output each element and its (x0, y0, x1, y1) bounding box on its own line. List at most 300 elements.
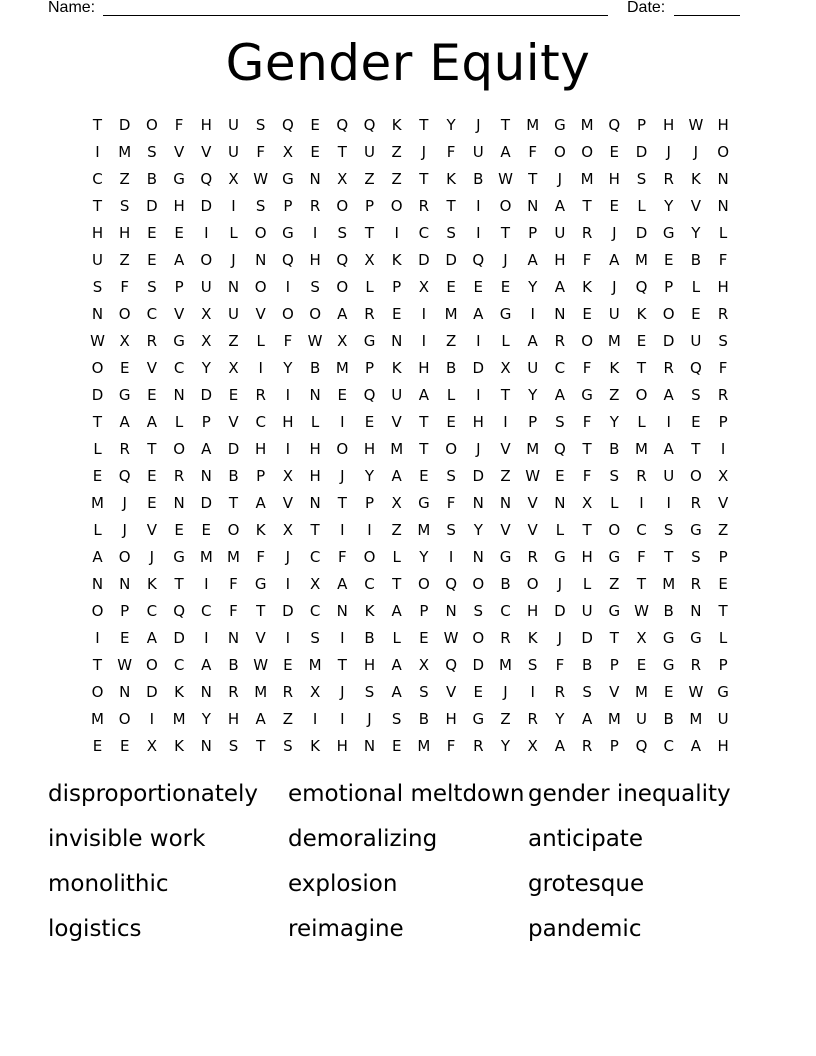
grid-letter[interactable]: X (146, 737, 158, 755)
grid-letter[interactable]: S (337, 224, 348, 242)
grid-letter[interactable]: P (609, 737, 619, 755)
grid-letter[interactable]: K (527, 629, 538, 647)
grid-letter[interactable]: I (476, 224, 481, 242)
grid-letter[interactable]: N (472, 494, 484, 512)
grid-letter[interactable]: X (282, 467, 294, 485)
grid-letter[interactable]: G (662, 656, 675, 674)
grid-letter[interactable]: R (690, 494, 702, 512)
grid-letter[interactable]: T (92, 116, 103, 134)
grid-letter[interactable]: I (285, 629, 291, 647)
grid-letter[interactable]: O (581, 143, 593, 161)
grid-letter[interactable]: Z (364, 170, 375, 188)
grid-letter[interactable]: Z (228, 332, 239, 350)
grid-letter[interactable]: T (92, 656, 103, 674)
grid-letter[interactable]: S (527, 656, 538, 674)
grid-letter[interactable]: F (528, 143, 537, 161)
grid-letter[interactable]: A (554, 737, 566, 755)
grid-letter[interactable]: H (91, 224, 104, 242)
grid-letter[interactable]: T (392, 575, 402, 593)
grid-letter[interactable]: B (663, 710, 674, 728)
grid-letter[interactable]: D (200, 494, 213, 512)
grid-letter[interactable]: P (718, 413, 728, 431)
grid-letter[interactable]: T (636, 359, 647, 377)
grid-letter[interactable]: X (201, 332, 212, 350)
grid-letter[interactable]: I (95, 629, 100, 647)
grid-letter[interactable]: F (582, 467, 592, 485)
grid-letter[interactable]: S (691, 386, 701, 404)
grid-letter[interactable]: N (227, 629, 240, 647)
grid-letter[interactable]: V (391, 413, 402, 431)
grid-letter[interactable]: B (364, 629, 375, 647)
grid-letter[interactable]: U (364, 143, 375, 161)
grid-letter[interactable]: E (310, 116, 320, 134)
grid-letter[interactable]: H (309, 251, 321, 269)
grid-letter[interactable]: I (340, 521, 345, 539)
grid-letter[interactable]: A (527, 251, 538, 269)
grid-letter[interactable]: U (581, 602, 593, 620)
grid-letter[interactable]: G (554, 548, 566, 566)
grid-letter[interactable]: V (173, 143, 185, 161)
grid-letter[interactable]: N (200, 467, 212, 485)
grid-letter[interactable]: Q (281, 116, 294, 134)
grid-letter[interactable]: L (446, 386, 456, 404)
grid-letter[interactable]: S (92, 278, 103, 296)
grid-letter[interactable]: H (472, 413, 484, 431)
grid-letter[interactable]: E (391, 737, 402, 755)
grid-letter[interactable]: L (229, 224, 238, 242)
grid-letter[interactable]: P (364, 197, 375, 215)
grid-letter[interactable]: Y (500, 737, 511, 755)
grid-letter[interactable]: X (636, 629, 647, 647)
grid-letter[interactable]: X (418, 278, 430, 296)
grid-letter[interactable]: S (119, 197, 130, 215)
grid-letter[interactable]: O (254, 224, 267, 242)
grid-letter[interactable]: G (690, 521, 702, 539)
grid-letter[interactable]: N (527, 197, 539, 215)
grid-letter[interactable]: T (228, 494, 239, 512)
grid-letter[interactable]: R (418, 197, 430, 215)
grid-letter[interactable]: X (282, 143, 294, 161)
grid-letter[interactable]: O (472, 575, 485, 593)
grid-letter[interactable]: Y (419, 548, 429, 566)
grid-letter[interactable]: E (147, 224, 157, 242)
grid-letter[interactable]: A (119, 413, 130, 431)
grid-letter[interactable]: T (174, 575, 184, 593)
grid-letter[interactable]: H (255, 440, 267, 458)
grid-letter[interactable]: T (718, 602, 728, 620)
grid-letter[interactable]: C (554, 359, 566, 377)
grid-letter[interactable]: W (253, 170, 269, 188)
grid-letter[interactable]: B (228, 467, 239, 485)
grid-letter[interactable]: S (391, 710, 402, 728)
grid-letter[interactable]: T (636, 575, 647, 593)
grid-letter[interactable]: E (663, 251, 674, 269)
grid-letter[interactable]: M (227, 548, 240, 566)
grid-letter[interactable]: L (637, 413, 646, 431)
grid-letter[interactable]: W (117, 656, 133, 674)
grid-letter[interactable]: E (500, 278, 511, 296)
grid-letter[interactable]: Q (553, 440, 566, 458)
grid-letter[interactable]: T (256, 737, 266, 755)
grid-letter[interactable]: D (445, 251, 457, 269)
grid-letter[interactable]: B (690, 251, 702, 269)
grid-letter[interactable]: O (227, 521, 240, 539)
grid-letter[interactable]: I (204, 224, 209, 242)
grid-letter[interactable]: I (149, 710, 155, 728)
grid-letter[interactable]: H (173, 197, 185, 215)
grid-letter[interactable]: Q (118, 467, 131, 485)
grid-letter[interactable]: R (473, 737, 484, 755)
grid-letter[interactable]: I (340, 710, 345, 728)
grid-letter[interactable]: H (717, 278, 729, 296)
grid-letter[interactable]: D (662, 332, 675, 350)
grid-letter[interactable]: D (472, 656, 485, 674)
grid-letter[interactable]: M (91, 710, 104, 728)
grid-letter[interactable]: P (664, 278, 674, 296)
grid-letter[interactable]: T (147, 440, 157, 458)
grid-letter[interactable]: M (499, 656, 512, 674)
grid-letter[interactable]: P (392, 278, 402, 296)
grid-letter[interactable]: H (309, 440, 321, 458)
grid-letter[interactable]: M (689, 710, 703, 728)
grid-letter[interactable]: G (472, 710, 485, 728)
grid-letter[interactable]: X (364, 251, 375, 269)
grid-letter[interactable]: G (499, 305, 512, 323)
grid-letter[interactable]: I (285, 575, 291, 593)
grid-letter[interactable]: N (717, 197, 729, 215)
grid-letter[interactable]: O (363, 548, 376, 566)
grid-letter[interactable]: O (118, 710, 131, 728)
grid-letter[interactable]: T (582, 197, 592, 215)
grid-letter[interactable]: G (418, 494, 430, 512)
grid-letter[interactable]: D (635, 143, 648, 161)
grid-letter[interactable]: E (119, 737, 130, 755)
grid-letter[interactable]: O (145, 116, 158, 134)
grid-letter[interactable]: W (498, 170, 513, 188)
grid-letter[interactable]: T (500, 116, 511, 134)
grid-letter[interactable]: R (554, 683, 566, 701)
grid-letter[interactable]: V (717, 494, 729, 512)
grid-letter[interactable]: L (637, 197, 646, 215)
grid-letter[interactable]: Q (635, 278, 648, 296)
grid-letter[interactable]: U (608, 305, 620, 323)
grid-letter[interactable]: K (690, 170, 701, 188)
grid-letter[interactable]: S (609, 467, 620, 485)
grid-letter[interactable]: I (285, 386, 291, 404)
grid-letter[interactable]: A (500, 143, 511, 161)
grid-letter[interactable]: O (689, 467, 702, 485)
grid-letter[interactable]: R (663, 170, 674, 188)
grid-letter[interactable]: E (364, 413, 375, 431)
grid-letter[interactable]: F (229, 602, 238, 620)
grid-letter[interactable]: D (227, 440, 240, 458)
grid-letter[interactable]: M (91, 494, 104, 512)
grid-letter[interactable]: A (473, 305, 484, 323)
grid-letter[interactable]: P (364, 494, 375, 512)
grid-letter[interactable]: O (581, 332, 593, 350)
grid-letter[interactable]: X (581, 494, 593, 512)
grid-letter[interactable]: A (527, 332, 538, 350)
grid-letter[interactable]: S (663, 521, 674, 539)
grid-letter[interactable]: R (717, 386, 729, 404)
grid-letter[interactable]: R (581, 737, 593, 755)
grid-letter[interactable]: L (501, 332, 510, 350)
grid-letter[interactable]: V (146, 521, 158, 539)
grid-letter[interactable]: Y (201, 710, 211, 728)
grid-letter[interactable]: R (663, 359, 674, 377)
grid-letter[interactable]: G (662, 224, 675, 242)
grid-letter[interactable]: O (336, 278, 349, 296)
grid-letter[interactable]: J (557, 629, 563, 647)
name-blank-line[interactable] (103, 15, 608, 16)
grid-letter[interactable]: A (690, 737, 702, 755)
grid-letter[interactable]: E (691, 305, 701, 323)
grid-letter[interactable]: S (310, 629, 320, 647)
grid-letter[interactable]: E (609, 197, 620, 215)
grid-letter[interactable]: Y (364, 467, 375, 485)
grid-letter[interactable]: R (146, 332, 158, 350)
grid-letter[interactable]: Z (391, 521, 402, 539)
grid-letter[interactable]: U (228, 143, 239, 161)
grid-letter[interactable]: T (419, 116, 429, 134)
grid-letter[interactable]: K (255, 521, 266, 539)
grid-letter[interactable]: A (554, 386, 566, 404)
grid-letter[interactable]: X (201, 305, 212, 323)
grid-letter[interactable]: S (419, 683, 429, 701)
grid-letter[interactable]: S (147, 278, 157, 296)
grid-letter[interactable]: C (636, 521, 647, 539)
grid-letter[interactable]: M (335, 359, 349, 377)
grid-letter[interactable]: F (174, 116, 184, 134)
grid-letter[interactable]: A (337, 305, 348, 323)
grid-letter[interactable]: O (309, 305, 321, 323)
grid-letter[interactable]: L (256, 332, 265, 350)
grid-letter[interactable]: H (717, 116, 729, 134)
grid-letter[interactable]: F (582, 413, 592, 431)
grid-letter[interactable]: T (664, 548, 674, 566)
grid-letter[interactable]: Z (119, 170, 130, 188)
grid-letter[interactable]: D (472, 359, 485, 377)
grid-letter[interactable]: T (528, 170, 538, 188)
grid-letter[interactable]: Q (363, 116, 376, 134)
grid-letter[interactable]: D (200, 197, 213, 215)
grid-letter[interactable]: I (312, 224, 318, 242)
grid-letter[interactable]: G (662, 629, 675, 647)
grid-letter[interactable]: Y (528, 278, 538, 296)
grid-letter[interactable]: H (363, 440, 376, 458)
grid-letter[interactable]: F (120, 278, 129, 296)
grid-letter[interactable]: A (554, 278, 566, 296)
grid-letter[interactable]: W (307, 332, 323, 350)
grid-letter[interactable]: N (336, 602, 348, 620)
grid-letter[interactable]: P (718, 656, 728, 674)
grid-letter[interactable]: O (200, 251, 213, 269)
grid-letter[interactable]: N (690, 602, 702, 620)
grid-letter[interactable]: S (147, 143, 157, 161)
grid-letter[interactable]: B (581, 656, 593, 674)
grid-letter[interactable]: E (174, 224, 184, 242)
grid-letter[interactable]: S (636, 170, 647, 188)
grid-letter[interactable]: Q (336, 251, 349, 269)
grid-letter[interactable]: V (500, 521, 511, 539)
grid-letter[interactable]: A (418, 386, 430, 404)
grid-letter[interactable]: C (201, 602, 212, 620)
grid-letter[interactable]: K (174, 737, 185, 755)
grid-letter[interactable]: I (476, 197, 481, 215)
grid-letter[interactable]: O (390, 197, 403, 215)
grid-letter[interactable]: Q (281, 251, 294, 269)
grid-letter[interactable]: C (92, 170, 103, 188)
grid-letter[interactable]: U (690, 332, 702, 350)
grid-letter[interactable]: D (472, 467, 485, 485)
grid-letter[interactable]: Q (608, 116, 621, 134)
grid-letter[interactable]: A (201, 440, 212, 458)
grid-letter[interactable]: E (147, 251, 157, 269)
grid-letter[interactable]: T (337, 494, 347, 512)
grid-letter[interactable]: U (228, 305, 239, 323)
grid-letter[interactable]: R (364, 305, 375, 323)
grid-letter[interactable]: Y (609, 413, 619, 431)
grid-letter[interactable]: D (146, 683, 158, 701)
grid-letter[interactable]: E (636, 656, 647, 674)
grid-letter[interactable]: P (528, 413, 538, 431)
grid-letter[interactable]: J (693, 143, 699, 161)
grid-letter[interactable]: F (446, 737, 456, 755)
grid-letter[interactable]: K (391, 116, 402, 134)
grid-letter[interactable]: E (147, 386, 157, 404)
grid-letter[interactable]: B (500, 575, 511, 593)
grid-letter[interactable]: T (256, 602, 266, 620)
grid-letter[interactable]: D (173, 629, 185, 647)
grid-letter[interactable]: A (554, 197, 566, 215)
grid-letter[interactable]: F (637, 548, 646, 566)
grid-letter[interactable]: D (146, 197, 158, 215)
grid-letter[interactable]: Y (664, 197, 674, 215)
date-blank-line[interactable] (674, 15, 740, 16)
grid-letter[interactable]: E (92, 737, 103, 755)
grid-letter[interactable]: E (92, 467, 103, 485)
grid-letter[interactable]: X (228, 359, 239, 377)
grid-letter[interactable]: U (554, 224, 566, 242)
grid-letter[interactable]: N (173, 386, 185, 404)
grid-letter[interactable]: T (92, 197, 103, 215)
grid-letter[interactable]: J (285, 548, 291, 566)
grid-letter[interactable]: Q (445, 575, 457, 593)
grid-letter[interactable]: X (500, 359, 511, 377)
grid-letter[interactable]: O (472, 629, 485, 647)
grid-letter[interactable]: L (392, 629, 401, 647)
grid-letter[interactable]: X (418, 656, 430, 674)
grid-letter[interactable]: M (390, 440, 404, 458)
grid-letter[interactable]: I (204, 629, 209, 647)
grid-letter[interactable]: D (282, 602, 294, 620)
grid-letter[interactable]: C (173, 656, 185, 674)
grid-letter[interactable]: C (663, 737, 674, 755)
grid-letter[interactable]: N (119, 575, 131, 593)
grid-letter[interactable]: I (476, 386, 481, 404)
grid-letter[interactable]: C (309, 548, 321, 566)
grid-letter[interactable]: I (530, 683, 535, 701)
grid-letter[interactable]: U (200, 278, 212, 296)
grid-letter[interactable]: R (119, 440, 130, 458)
grid-letter[interactable]: U (527, 359, 539, 377)
grid-letter[interactable]: L (365, 278, 374, 296)
grid-letter[interactable]: P (636, 116, 647, 134)
grid-letter[interactable]: T (609, 629, 619, 647)
grid-letter[interactable]: G (118, 386, 131, 404)
grid-letter[interactable]: A (609, 251, 620, 269)
grid-letter[interactable]: N (309, 386, 321, 404)
grid-letter[interactable]: S (446, 521, 456, 539)
grid-letter[interactable]: I (666, 494, 671, 512)
grid-letter[interactable]: D (118, 116, 131, 134)
grid-letter[interactable]: T (310, 521, 320, 539)
grid-letter[interactable]: J (557, 575, 563, 593)
grid-letter[interactable]: O (336, 197, 349, 215)
grid-letter[interactable]: Z (500, 467, 511, 485)
grid-letter[interactable]: J (476, 116, 481, 134)
grid-letter[interactable]: J (557, 170, 563, 188)
grid-letter[interactable]: R (690, 656, 702, 674)
grid-letter[interactable]: A (146, 413, 158, 431)
grid-letter[interactable]: E (419, 629, 429, 647)
grid-letter[interactable]: L (310, 413, 320, 431)
grid-letter[interactable]: C (173, 359, 185, 377)
grid-letter[interactable]: E (555, 467, 565, 485)
grid-letter[interactable]: O (118, 548, 131, 566)
grid-letter[interactable]: N (309, 494, 321, 512)
grid-letter[interactable]: N (227, 278, 240, 296)
grid-letter[interactable]: Q (635, 737, 648, 755)
grid-letter[interactable]: S (255, 197, 266, 215)
grid-letter[interactable]: B (473, 170, 484, 188)
grid-letter[interactable]: P (528, 224, 538, 242)
grid-letter[interactable]: Z (391, 170, 402, 188)
grid-letter[interactable]: L (610, 494, 619, 512)
grid-letter[interactable]: V (527, 521, 538, 539)
grid-letter[interactable]: E (473, 683, 484, 701)
grid-letter[interactable]: H (418, 359, 430, 377)
grid-letter[interactable]: G (254, 575, 267, 593)
grid-letter[interactable]: C (309, 602, 321, 620)
grid-letter[interactable]: E (609, 143, 620, 161)
grid-letter[interactable]: Y (283, 359, 293, 377)
grid-letter[interactable]: H (200, 116, 212, 134)
grid-letter[interactable]: I (367, 521, 372, 539)
grid-letter[interactable]: A (663, 440, 674, 458)
grid-letter[interactable]: S (473, 602, 484, 620)
grid-letter[interactable]: N (717, 170, 729, 188)
grid-letter[interactable]: H (363, 656, 376, 674)
grid-letter[interactable]: K (364, 602, 375, 620)
grid-letter[interactable]: X (119, 332, 130, 350)
grid-letter[interactable]: N (255, 251, 267, 269)
grid-letter[interactable]: Z (391, 143, 402, 161)
grid-letter[interactable]: S (446, 467, 456, 485)
grid-letter[interactable]: V (282, 494, 294, 512)
grid-letter[interactable]: X (282, 521, 294, 539)
grid-letter[interactable]: H (336, 737, 348, 755)
grid-letter[interactable]: D (581, 629, 593, 647)
grid-letter[interactable]: E (446, 413, 456, 431)
grid-letter[interactable]: E (718, 575, 728, 593)
grid-letter[interactable]: H (663, 116, 675, 134)
grid-letter[interactable]: C (418, 224, 430, 242)
grid-letter[interactable]: H (581, 548, 593, 566)
grid-letter[interactable]: M (526, 116, 540, 134)
grid-letter[interactable]: S (555, 413, 565, 431)
grid-letter[interactable]: I (639, 494, 644, 512)
